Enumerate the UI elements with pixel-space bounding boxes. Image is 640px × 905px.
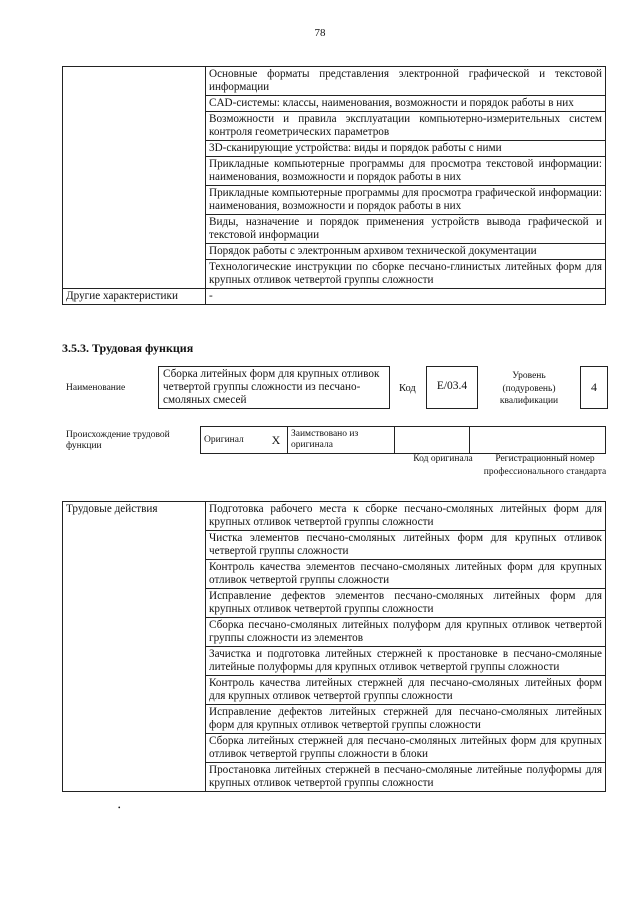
knowledge-item: 3D-сканирующие устройства: виды и порядок работы с ними — [206, 141, 606, 157]
labor-action-item: Зачистка и подготовка литейных стержней к простановке в песчано-смоляные литейные полуформы для крупных отливок четвертой группы сложности — [206, 647, 606, 676]
knowledge-item: Основные форматы представления электронной графической и текстовой информации — [206, 67, 606, 96]
labor-action-item: Исправление дефектов элементов песчано-смоляных литейных форм для крупных отливок четвертой группы сложности — [206, 589, 606, 618]
knowledge-item: Порядок работы с электронным архивом технической документации — [206, 244, 606, 260]
labor-action-item: Контроль качества литейных стержней для песчано-смоляных литейных форм для крупных отливок четвертой группы сложности — [206, 676, 606, 705]
code-original-label: Код оригинала — [413, 454, 473, 464]
reg-number-cell — [470, 427, 606, 454]
knowledge-item: Технологические инструкции по сборке песчано-глинистых литейных форм для крупных отливок четвертой группы сложности — [206, 260, 606, 289]
table-row — [63, 67, 606, 96]
labor-action-item: Простановка литейных стержней в песчано-смоляные литейные полуформы для крупных отливок четвертой группы сложности — [206, 763, 606, 792]
table-row — [63, 502, 606, 531]
other-characteristics-value: - — [206, 289, 606, 305]
qualification-level-value: 4 — [580, 366, 608, 409]
labor-action-item: Исправление дефектов литейных стержней для песчано-смоляных литейных форм для крупных отливок четвертой группы сложности — [206, 705, 606, 734]
labor-action-item: Контроль качества элементов песчано-смоляных литейных форм для крупных отливок четвертой группы сложности — [206, 560, 606, 589]
labor-action-item: Чистка элементов песчано-смоляных литейных форм для крупных отливок четвертой группы сложности — [206, 531, 606, 560]
other-characteristics-label: Другие характеристики — [63, 289, 206, 305]
code-original-cell — [395, 427, 470, 454]
function-name-value: Сборка литейных форм для крупных отливок четвертой группы сложности из песчано-смоляных смесей — [158, 366, 390, 409]
labor-actions-label-cell — [63, 502, 206, 812]
knowledge-item: Возможности и правила эксплуатации компьютерно-измерительных систем контроля геометрических параметров — [206, 112, 606, 141]
qualification-level-label: Уровень (подуровень) квалификации — [499, 371, 559, 406]
labor-action-item: Подготовка рабочего места к сборке песчано-смоляных литейных форм для крупных отливок четвертой группы сложности — [206, 502, 606, 531]
dot-mark: • — [118, 804, 121, 812]
labor-action-item: Сборка песчано-смоляных литейных полуформ для крупных отливок четвертой группы сложности из элементов — [206, 618, 606, 647]
knowledge-item: CAD-системы: классы, наименования, возможности и порядок работы в них — [206, 96, 606, 112]
origin-label: Происхождение трудовой функции — [66, 430, 170, 451]
knowledge-table — [62, 66, 606, 305]
table-row — [201, 427, 606, 454]
origin-table — [200, 426, 606, 454]
original-label: Оригинал — [201, 427, 266, 454]
name-label: Наименование — [66, 383, 126, 393]
reg-number-label: Регистрационный номер профессионального стандарта — [483, 454, 607, 477]
original-mark: X — [265, 427, 288, 454]
code-label: Код — [399, 383, 416, 394]
knowledge-item: Виды, назначение и порядок применения устройств вывода графической и текстовой информации — [206, 215, 606, 244]
knowledge-item: Прикладные компьютерные программы для просмотра текстовой информации: наименования, возможности и порядок работы в них — [206, 157, 606, 186]
labor-actions-table — [62, 501, 606, 812]
knowledge-item: Прикладные компьютерные программы для просмотра графической информации: наименования, возможности и порядок работы в них — [206, 186, 606, 215]
labor-action-item: Сборка литейных стержней для песчано-смоляных литейных форм для крупных отливок четвертой группы сложности в блоки — [206, 734, 606, 763]
labor-actions-label: Трудовые действия — [66, 503, 158, 515]
page-number: 78 — [314, 27, 326, 39]
section-title: 3.5.3. Трудовая функция — [62, 341, 194, 355]
table-row — [63, 289, 606, 305]
function-code-value: E/03.4 — [426, 366, 478, 409]
empty-label-cell — [63, 67, 206, 289]
borrowed-label: Заимствовано из оригинала — [288, 427, 395, 454]
